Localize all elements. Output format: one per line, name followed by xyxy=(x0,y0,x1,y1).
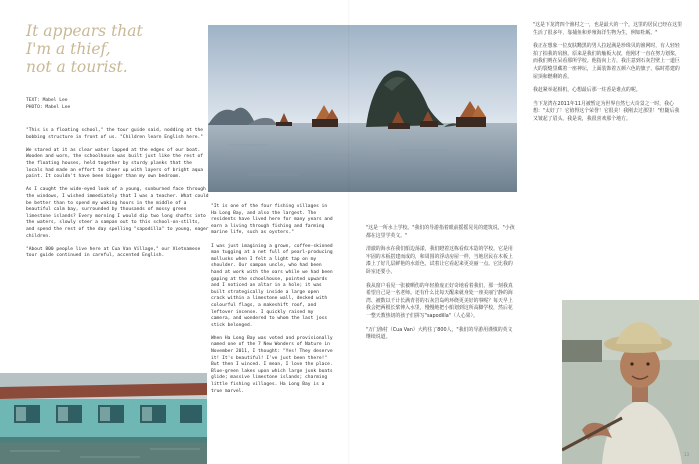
article-headline xyxy=(26,22,201,76)
floating-school-photo xyxy=(0,373,207,464)
paragraph: 我正在想象一位皮肤黝黑的男人拉起满是珍珠贝的渔网时，有人轻轻拍了拍我的肩膀。原来是我们的舢板大叔，他刚才一直在努力划桨，而我们则在呆看那所学校。他指向上方，我注意到石灰岩壁上一道巨大的裂缝里藏着一座神坛，上面装饰着五颜六色的旗子、临时搭建的屋顶和燃剩的香。 xyxy=(533,43,680,80)
paragraph: "万门渔村（Cua Van）大约住了800人，"我们的导游用谨慎的英文继续说道。 xyxy=(366,326,513,341)
headline-line-2: I'm a thief, xyxy=(26,40,111,58)
page-number: 13 xyxy=(683,452,689,457)
paragraph: 我赶紧举起相机，心想最后那一炷香是谁点的呢。 xyxy=(533,87,641,94)
paragraph: 我从窗户看见一张被晒伤的年轻脸庞正好奇地看着我们，那一刻我真希望自己是一名老师。还有什么比每天醒来就身处一座美丽宁静的海湾、被数以千计长满青苔的石灰岩岛屿环绕更美好的事呢？每天早上我会把两根长桨伸入水里，慢慢地把小船划到这所高脚学校，然后花一整天教热切的孩子们拼写"sapodilla"（人心果）。 xyxy=(366,282,513,319)
headline-line-3: not a tourist. xyxy=(26,58,128,76)
paragraph: "It is one of the four fishing villages in Ha Long Bay, and also the largest. The residents have lived here for many years and earn a living through fishing and farming marine life, such as oysters." xyxy=(211,204,333,236)
paragraph: "About 800 people live here at Cua Van Village," our Vietnamese tour guide continued in careful, accented English. xyxy=(26,246,201,259)
english-column-2 xyxy=(211,204,335,402)
paragraph: "这是下龙湾四个渔村之一，也是最大的一个。这里的居民已经在这里生活了很多年，靠捕鱼和养殖海洋生物为生，例如牡蛎。" xyxy=(533,22,682,36)
text-credit: TEXT: Mabel Lee xyxy=(26,98,68,103)
paragraph: "This is a floating school," the tour guide said, nodding at the bobbing structure in front of us. "Children learn English here." xyxy=(26,128,204,140)
english-column-1 xyxy=(26,128,210,266)
article-credits xyxy=(26,97,70,111)
boatman-photo xyxy=(562,300,699,464)
photo-credit: PHOTO: Mabel Lee xyxy=(26,105,71,110)
paragraph: We stared at it as clear water lapped at the edges of our boat. Wooden and worn, the schoolhouse was built just like the rest of the floating houses, held together by sturdy planks that the locals had made an effort to cheer up with layers of bright aqua paint. It couldn't have been bigger than my own bedroom. xyxy=(26,147,204,180)
paragraph: When Ha Long Bay was voted and provisionally named one of the 7 New Wonders of Nature in November 2011, I thought: "Yes! They deserve it! It's beautiful! I've just been there!" But then I winced. I mean, I love the place. Blue-green lakes upon which large junk boats glide; massive limestone islands; charming little fishing villages. Ha Long Bay is a true marvel. xyxy=(211,335,333,394)
paragraph: 当下龙湾在2011年11月被暂定为世界自然七大奇景之一时，我心想："太好了！它值得这个荣誉！它很美！我刚去过那里！"但随后我又皱起了眉头。我是说，我很喜欢那个地方。 xyxy=(533,100,680,122)
paragraph: As I caught the wide-eyed look of a young, sunburned face through the windows, I wished immediately that I was a teacher. What could be better than to spend my waking hours in the middle of a beautiful calm bay, surrounded by thousands of mossy green limestone islands? Every morning I would dip two long shafts into the waters, slowly steer a sampan out to this school-on-stilts, and spend the rest of the day spelling "sapodilla" to young, eager children. xyxy=(26,187,209,239)
headline-line-1: It appears that xyxy=(26,22,143,40)
paragraph: I was just imagining a grown, coffee-skinned man tugging at a net full of pearl-producing mollusks when I felt a light tap on my shoulder. Our sampan uncle, who had been hand at work with the oars while we had been gaping at the schoolhouse, pointed upwards and I noticed an altar in a hole; it was built strategically inside a large open crack within a limestone wall, decked with colourful flags, a makeshift roof, and leftover incense. I quickly raised my camera, and wondered to whom the last joss stick belonged. xyxy=(211,243,333,328)
paragraph: "这是一所水上学校。"我们的导游指着眼前摇摇晃晃的建筑说，"小孩都在这里学英文。" xyxy=(366,225,515,239)
ha-long-bay-photo xyxy=(208,25,517,192)
page-gutter xyxy=(348,0,350,464)
paragraph: 清澈的海水在我们船边荡漾，我们瞪着这栋看似木造的学校。它是用牢固的木板搭建而成的，和周围的浮动房屋一样，当地居民在木板上漆上了好几层鲜艳的水蓝色，试着让它看起来更亮丽一点。它比我的卧室还要小。 xyxy=(366,246,513,275)
chinese-column-2 xyxy=(533,22,683,130)
chinese-column-1 xyxy=(366,225,516,348)
